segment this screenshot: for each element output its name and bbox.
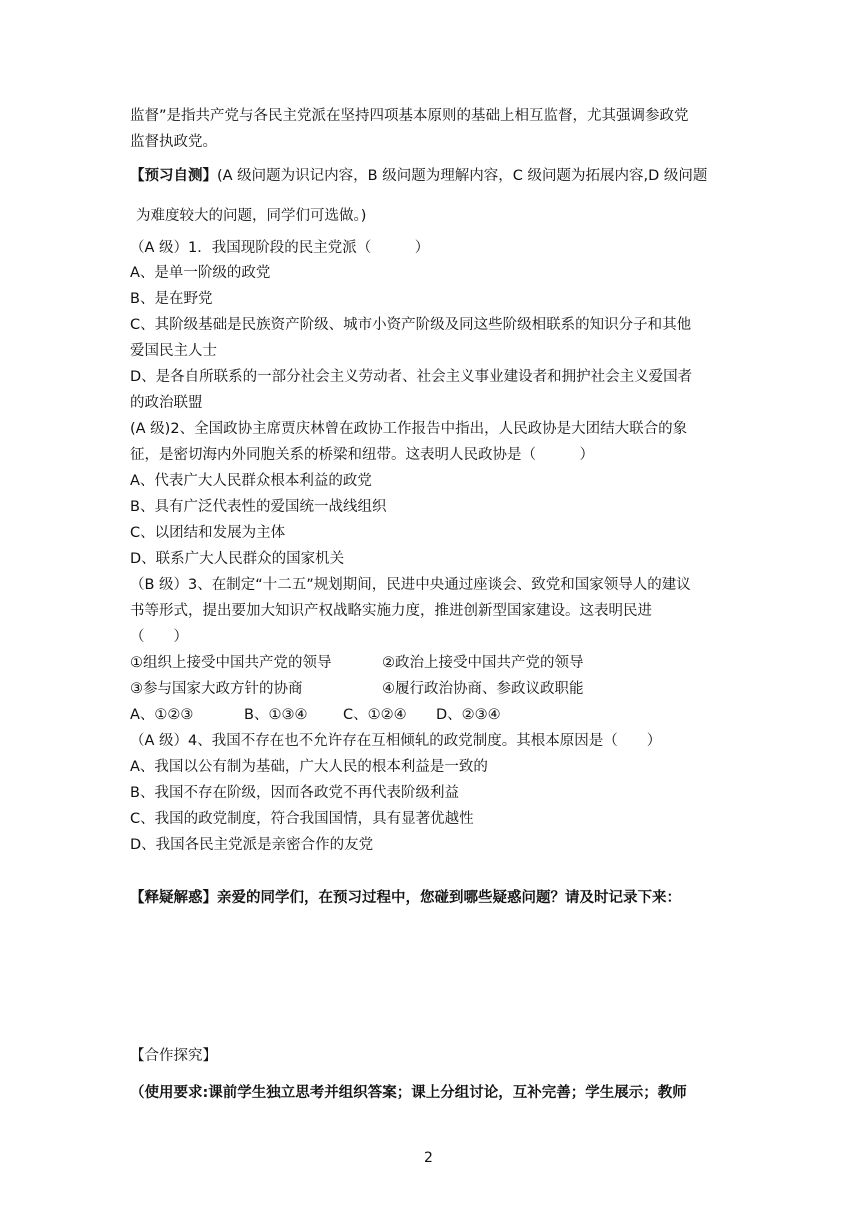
q3-statement-1: ①组织上接受中国共产党的领导	[130, 655, 332, 671]
q3-stem-line-3: （ ）	[130, 629, 188, 645]
q4-option-c: C、我国的政党制度，符合我国国情，具有显著优越性	[130, 811, 474, 827]
q2-option-d: D、联系广大人民群众的国家机关	[130, 551, 345, 567]
q1-option-d-line-1: D、是各自所联系的一部分社会主义劳动者、社会主义事业建设者和拥护社会主义爱国者	[130, 369, 693, 385]
q4-option-d: D、我国各民主党派是亲密合作的友党	[130, 837, 374, 853]
q2-option-a: A、代表广大人民群众根本利益的政党	[130, 473, 372, 489]
cooperate-heading: 【合作探究】	[130, 1048, 217, 1064]
q3-stem-line-2: 书等形式，提出要加大知识产权战略实施力度，推进创新型国家建设。这表明民进	[130, 603, 652, 619]
q2-stem-line-2: 征，是密切海内外同胞关系的桥梁和纽带。这表明人民政协是（ ）	[130, 447, 594, 463]
q1-option-a: A、是单一阶级的政党	[130, 265, 271, 281]
q2-option-b: B、具有广泛代表性的爱国统一战线组织	[130, 499, 387, 515]
q4-stem: （A 级）4、我国不存在也不允许存在互相倾轧的政党制度。其根本原因是（ ）	[130, 733, 662, 749]
q1-option-b: B、是在野党	[130, 291, 213, 307]
q3-choice-d: D、②③④	[436, 707, 501, 723]
q2-option-c: C、以团结和发展为主体	[130, 525, 286, 541]
q1-option-d-line-2: 的政治联盟	[130, 395, 203, 411]
preview-instruction-2: 为难度较大的问题，同学们可选做。)	[136, 208, 367, 224]
q3-choice-b: B、①③④	[244, 707, 308, 723]
q1-option-c-line-1: C、其阶级基础是民族资产阶级、城市小资产阶级及同这些阶级相联系的知识分子和其他	[130, 317, 692, 333]
preview-instruction-1: (A 级问题为识记内容，B 级问题为理解内容，C 级问题为拓展内容,D 级问题	[217, 168, 708, 184]
q1-option-c-line-2: 爱国民主人士	[130, 343, 217, 359]
q4-option-a: A、我国以公有制为基础，广大人民的根本利益是一致的	[130, 759, 488, 775]
q3-statement-4: ④履行政治协商、参政议政职能	[382, 681, 584, 697]
q3-statement-3: ③参与国家大政方针的协商	[130, 681, 303, 697]
intro-line-1: 监督”是指共产党与各民主党派在坚持四项基本原则的基础上相互监督，尤其强调参政党	[130, 108, 689, 124]
q3-choice-a: A、①②③	[130, 707, 194, 723]
q1-stem: （A 级）1．我国现阶段的民主党派（ ）	[130, 240, 430, 256]
page-number: 2	[424, 1150, 433, 1166]
doubts-prompt: 【释疑解惑】亲爱的同学们，在预习过程中，您碰到哪些疑惑问题？请及时记录下来：	[130, 890, 681, 906]
q2-stem-line-1: (A 级)2、全国政协主席贾庆林曾在政协工作报告中指出，人民政协是大团结大联合的象	[130, 421, 688, 437]
intro-line-2: 监督执政党。	[130, 134, 217, 150]
preview-heading-line	[130, 166, 707, 186]
q4-option-b: B、我国不存在阶级，因而各政党不再代表阶级利益	[130, 785, 459, 801]
q3-stem-line-1: （B 级）3、在制定“十二五”规划期间，民进中央通过座谈会、致党和国家领导人的建议	[130, 577, 691, 593]
q3-choice-c: C、①②④	[343, 707, 407, 723]
q3-statement-2: ②政治上接受中国共产党的领导	[382, 655, 584, 671]
preview-heading: 【预习自测】	[130, 168, 217, 184]
cooperate-requirement: （使用要求:课前学生独立思考并组织答案；课上分组讨论，互补完善；学生展示；教师	[130, 1085, 687, 1101]
